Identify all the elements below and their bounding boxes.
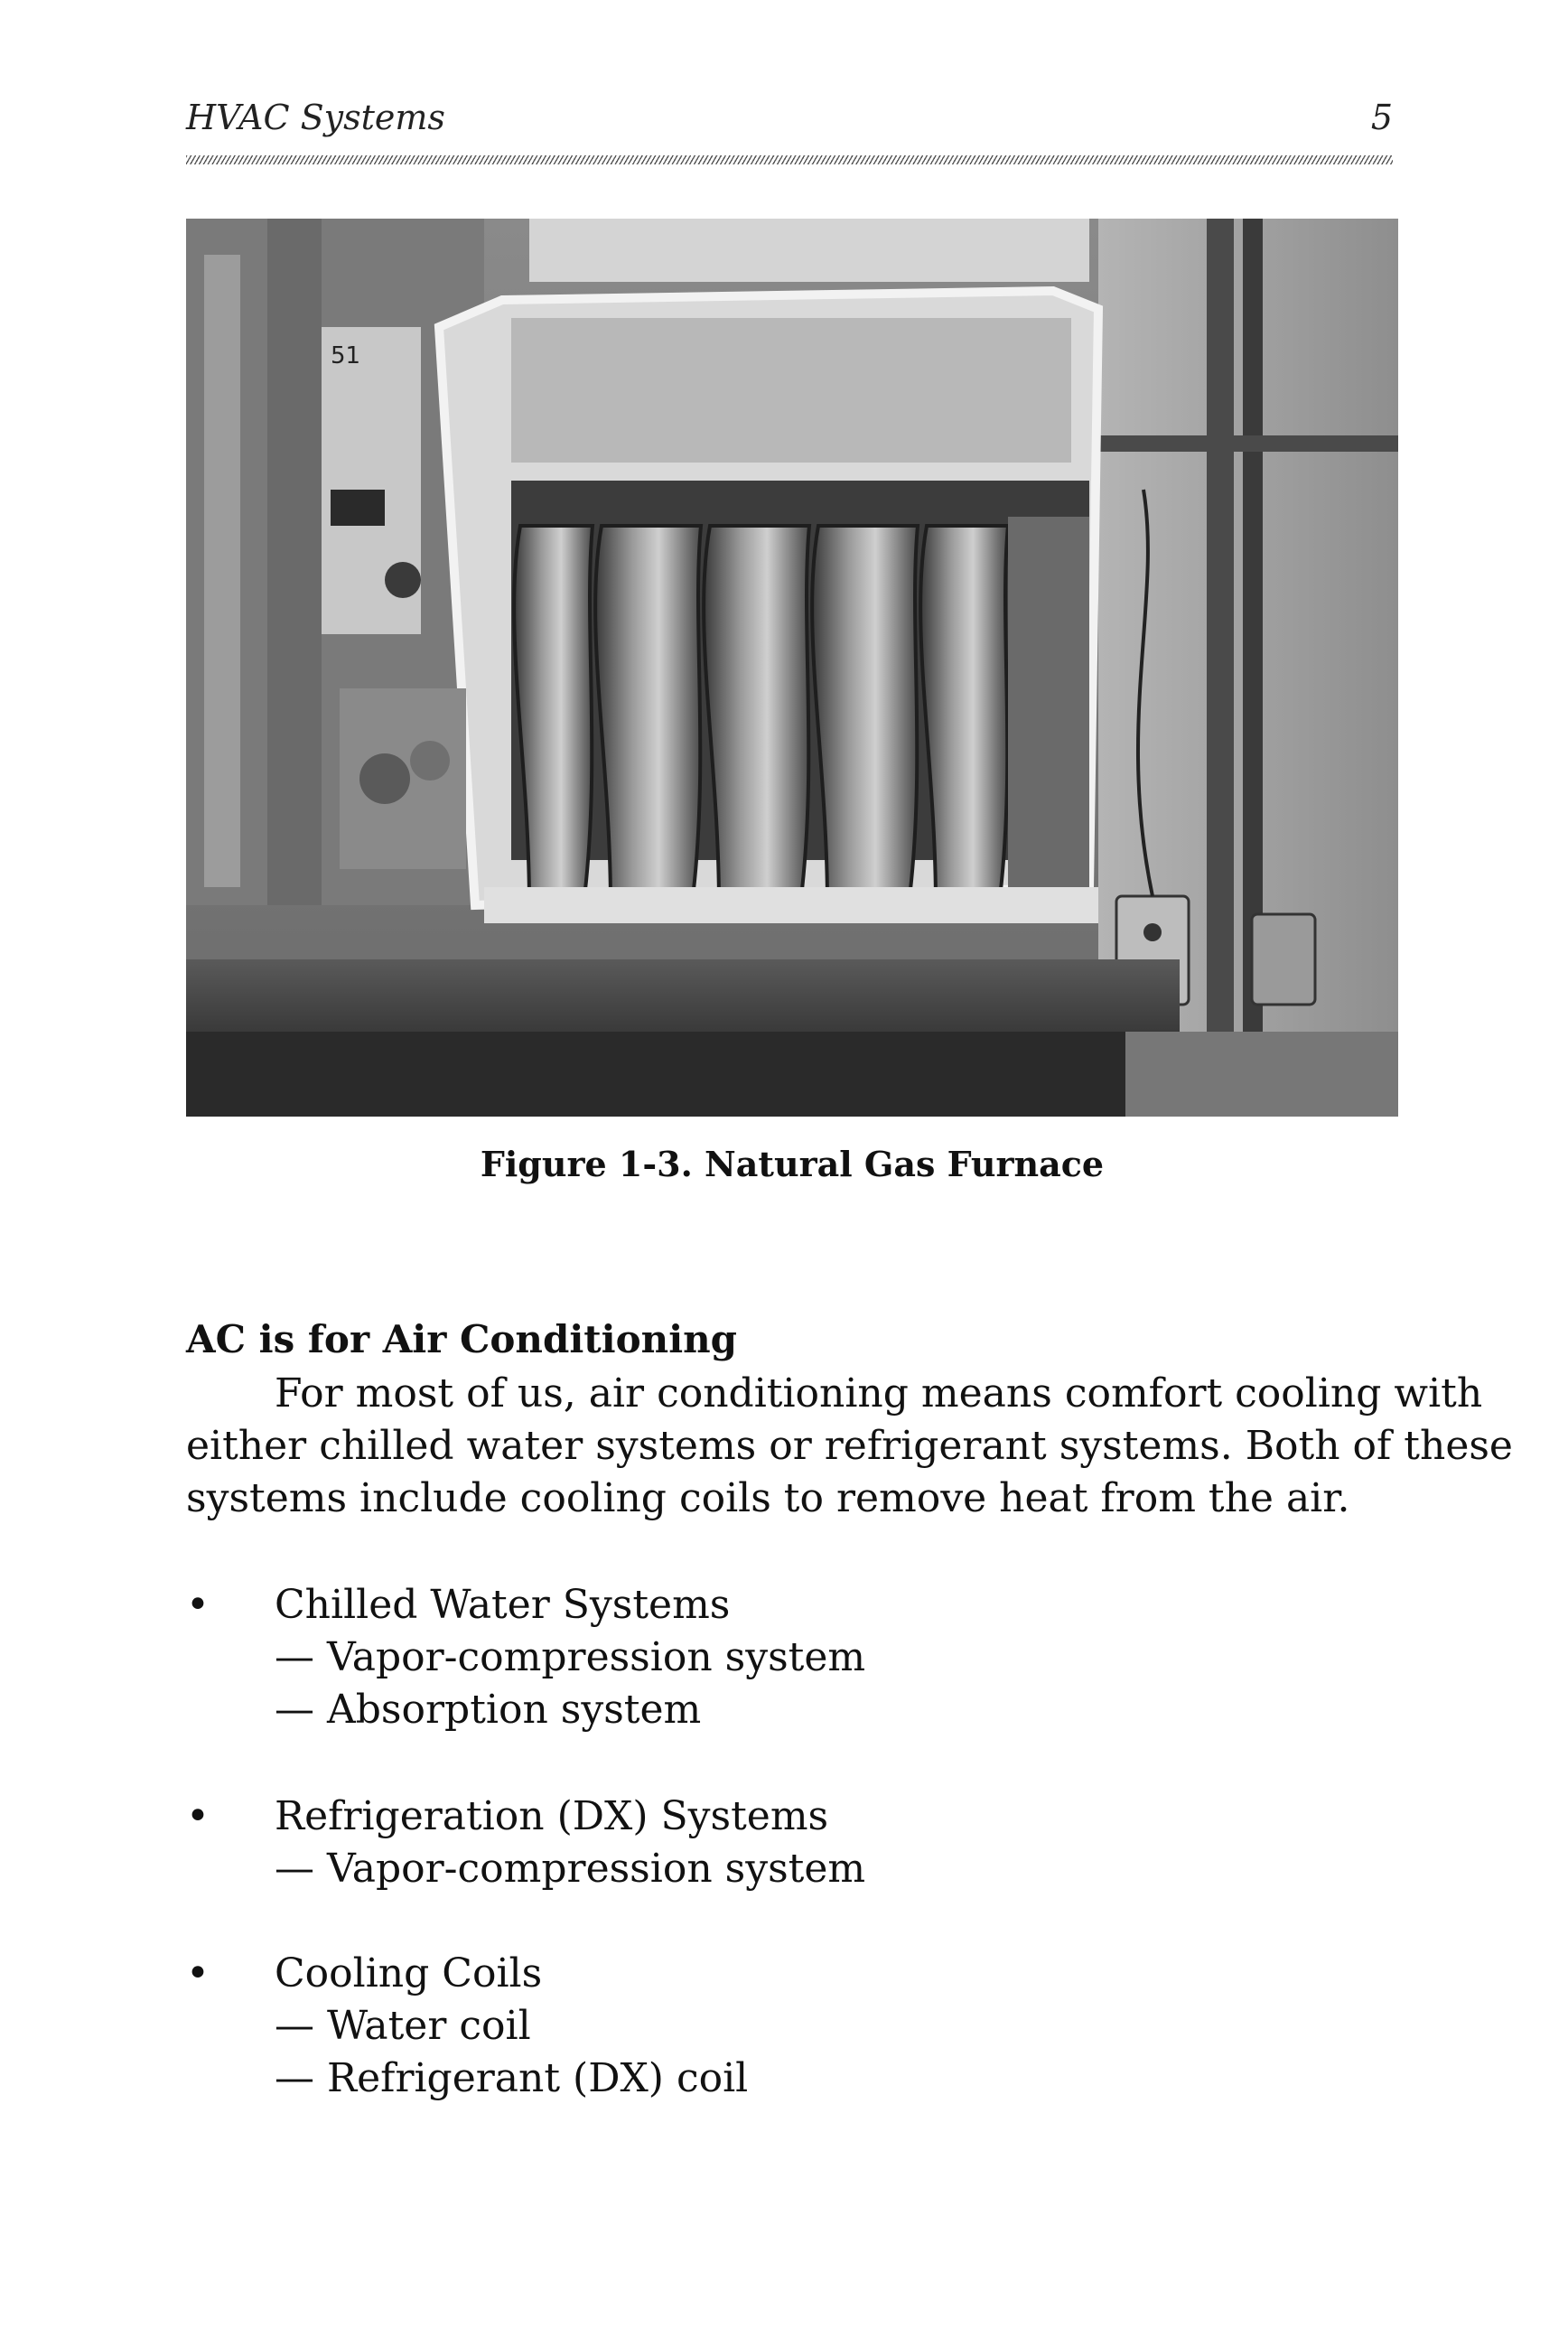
- bullet-subitem: — Absorption system: [275, 1687, 702, 1733]
- bullet-marker: •: [186, 1582, 210, 1628]
- figure-caption: Figure 1-3. Natural Gas Furnace: [480, 1144, 1105, 1184]
- bullet-subitem: — Refrigerant (DX) coil: [275, 2055, 749, 2101]
- bullet-item: [186, 1791, 1393, 1895]
- paragraph-line: either chilled water systems or refrigerant systems. Both of these: [186, 1423, 1513, 1469]
- page-number: 5: [1370, 98, 1393, 137]
- bullet-label: Refrigeration (DX) Systems: [275, 1793, 829, 1839]
- running-title: HVAC Systems: [186, 98, 445, 137]
- photo-unit-label: 51: [331, 342, 361, 369]
- bullet-marker: •: [186, 1793, 210, 1839]
- paragraph-line: For most of us, air conditioning means comfort cooling with: [275, 1370, 1483, 1417]
- bullet-subitem: — Water coil: [275, 2003, 531, 2049]
- section-heading: AC is for Air Conditioning: [186, 1317, 738, 1361]
- furnace-photo: [186, 219, 1398, 1117]
- bullet-item: [186, 1579, 1393, 1736]
- body-paragraph: [186, 1368, 1513, 1525]
- bullet-label: Chilled Water Systems: [275, 1582, 731, 1628]
- running-head: [186, 98, 1393, 143]
- bullet-marker: •: [186, 1950, 210, 1996]
- paragraph-line: systems include cooling coils to remove heat from the air.: [186, 1475, 1350, 1521]
- header-rule: [186, 155, 1393, 164]
- bullet-subitem: — Vapor-compression system: [275, 1846, 866, 1892]
- bullet-label: Cooling Coils: [275, 1950, 543, 1996]
- bullet-subitem: — Vapor-compression system: [275, 1634, 866, 1680]
- bullet-item: [186, 1948, 1393, 2105]
